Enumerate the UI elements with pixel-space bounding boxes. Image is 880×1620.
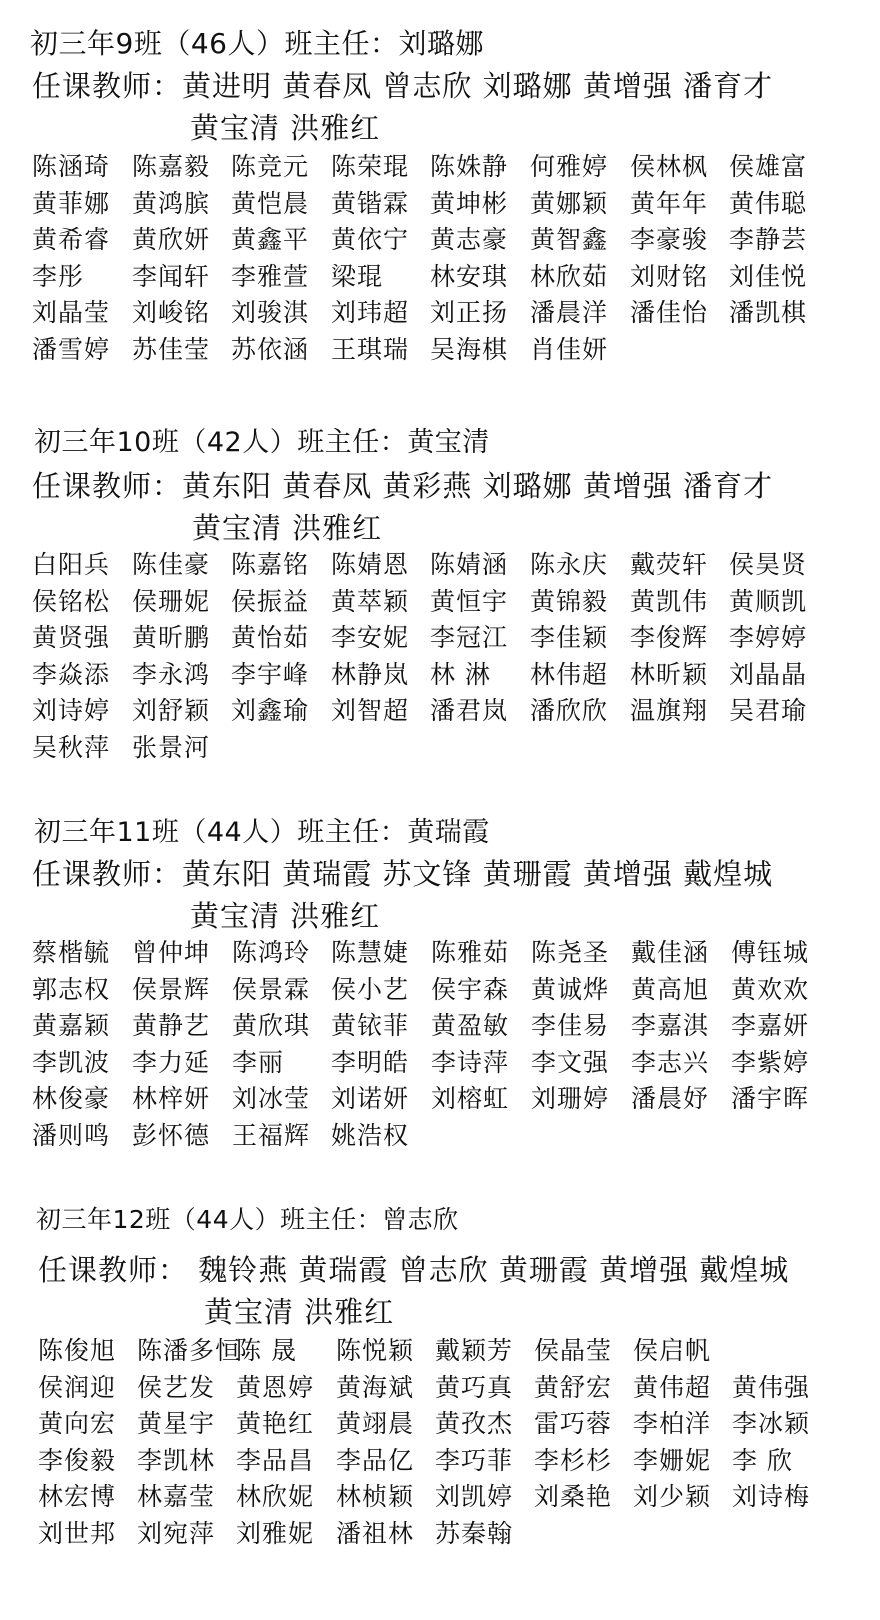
student-name: 李 欣 <box>732 1445 793 1475</box>
student-name: 李嘉妍 <box>731 1011 810 1040</box>
student-name: 刘少颖 <box>633 1482 712 1511</box>
student-name: 李柏洋 <box>633 1409 712 1438</box>
student-name: 李宇峰 <box>231 659 310 689</box>
student-name: 苏秦翰 <box>435 1518 514 1548</box>
student-name: 刘财铭 <box>630 261 709 291</box>
student-name: 黄诚烨 <box>531 974 610 1004</box>
student-name: 潘宇晖 <box>731 1084 810 1113</box>
student-name: 陈鸿玲 <box>232 938 311 967</box>
student-name: 林昕颖 <box>630 659 709 689</box>
student-name: 陈荣琨 <box>331 152 410 181</box>
teachers-line-continued: 黄宝清 洪雅红 <box>190 111 381 145</box>
student-name: 刘骏淇 <box>231 298 310 327</box>
student-name: 李凯波 <box>32 1047 111 1077</box>
student-name: 黄欣妍 <box>132 225 211 254</box>
student-name: 刘智超 <box>331 696 410 725</box>
student-name: 刘榕虹 <box>431 1084 510 1113</box>
student-name: 林俊豪 <box>32 1084 111 1113</box>
student-name: 潘晨妤 <box>631 1084 710 1113</box>
student-name: 李焱添 <box>32 659 111 689</box>
student-name: 李佳易 <box>531 1011 610 1040</box>
student-name: 肖佳妍 <box>530 334 609 364</box>
student-name: 陈涵琦 <box>32 152 111 181</box>
student-name: 黄锴霖 <box>331 188 410 218</box>
student-name: 陈雅茹 <box>431 938 510 967</box>
student-name: 黄鑫平 <box>231 225 310 254</box>
student-name: 姚浩权 <box>331 1120 410 1150</box>
student-name: 黄怡茹 <box>231 623 310 652</box>
student-name: 林桢颖 <box>336 1482 415 1511</box>
student-name: 吴海棋 <box>430 334 509 364</box>
student-name: 侯铭松 <box>32 586 111 616</box>
student-name: 黄翊晨 <box>336 1409 415 1438</box>
student-name: 潘佳怡 <box>630 298 709 327</box>
student-name: 侯润迎 <box>38 1372 117 1402</box>
student-name: 黄恩婷 <box>236 1372 315 1402</box>
student-name: 李丽 <box>232 1047 285 1077</box>
student-name: 黄海斌 <box>336 1372 415 1402</box>
student-name: 林安琪 <box>430 261 509 291</box>
student-name: 林欣妮 <box>236 1482 315 1511</box>
student-name: 李品亿 <box>336 1445 415 1475</box>
student-name: 彭怀德 <box>132 1120 211 1150</box>
student-name: 林静岚 <box>331 659 410 689</box>
student-name: 李杉杉 <box>534 1445 613 1475</box>
student-name: 李嘉淇 <box>631 1011 710 1040</box>
student-name: 潘晨洋 <box>530 298 609 327</box>
teachers-line: 任课教师：黄东阳 黄春凤 黄彩燕 刘璐娜 黄增强 潘育才 <box>32 469 774 503</box>
student-name: 李俊辉 <box>630 623 709 652</box>
student-name: 黄星宇 <box>137 1409 216 1438</box>
student-name: 黄伟超 <box>633 1372 712 1402</box>
student-name: 李明皓 <box>331 1047 410 1077</box>
student-name: 曾仲坤 <box>132 938 211 967</box>
student-name: 陈婧恩 <box>331 550 410 579</box>
student-name: 林嘉莹 <box>137 1482 216 1511</box>
student-name: 刘桑艳 <box>534 1482 613 1511</box>
student-name: 何雅婷 <box>530 152 609 181</box>
student-name: 黄孜杰 <box>435 1409 514 1438</box>
student-name: 刘诺妍 <box>331 1084 410 1113</box>
student-name: 李紫婷 <box>731 1047 810 1077</box>
teachers-line-continued: 黄宝清 洪雅红 <box>190 899 381 933</box>
student-name: 潘雪婷 <box>32 334 111 364</box>
student-name: 陈潘多恒 <box>137 1336 242 1365</box>
student-name: 李姗妮 <box>633 1445 712 1475</box>
student-name: 潘则鸣 <box>32 1120 111 1150</box>
student-name: 陈嘉铭 <box>231 550 310 579</box>
student-name: 苏佳莹 <box>132 334 211 364</box>
student-name: 白阳兵 <box>32 550 111 579</box>
student-name: 黄欢欢 <box>731 974 810 1004</box>
student-name: 王琪瑞 <box>331 334 410 364</box>
student-name: 黄静艺 <box>132 1011 211 1040</box>
student-name: 刘冰莹 <box>232 1084 311 1113</box>
teachers-line: 任课教师： 魏铃燕 黄瑞霞 曾志欣 黄珊霞 黄增强 戴煌城 <box>38 1253 790 1287</box>
student-name: 梁琨 <box>331 261 384 291</box>
student-name: 李志兴 <box>631 1047 710 1077</box>
student-name: 李冠江 <box>430 623 509 652</box>
student-name: 李俊毅 <box>38 1445 117 1475</box>
student-name: 戴佳涵 <box>631 938 710 967</box>
student-name: 李冰颖 <box>732 1409 811 1438</box>
student-name: 侯启帆 <box>633 1336 712 1365</box>
student-name: 刘雅妮 <box>236 1518 315 1548</box>
student-name: 黄伟强 <box>732 1372 811 1402</box>
student-name: 郭志权 <box>32 974 111 1004</box>
student-name: 黄希睿 <box>32 225 111 254</box>
student-name: 温旗翔 <box>630 696 709 725</box>
student-name: 黄年年 <box>630 188 709 218</box>
student-name: 陈悦颖 <box>336 1336 415 1365</box>
student-name: 黄盈敏 <box>431 1011 510 1040</box>
student-name: 侯宇森 <box>431 974 510 1004</box>
student-name: 潘欣欣 <box>530 696 609 725</box>
student-name: 雷巧蓉 <box>534 1409 613 1438</box>
student-name: 黄智鑫 <box>530 225 609 254</box>
student-name: 侯景霖 <box>232 974 311 1004</box>
student-name: 黄鸿膑 <box>132 188 211 218</box>
student-name: 黄伟聪 <box>729 188 808 218</box>
student-name: 黄凯伟 <box>630 586 709 616</box>
student-name: 林梓妍 <box>132 1084 211 1113</box>
student-name: 李佳颖 <box>530 623 609 652</box>
student-name: 吴秋萍 <box>32 732 111 762</box>
student-name: 黄依宁 <box>331 225 410 254</box>
student-name: 侯昊贤 <box>729 550 808 579</box>
student-name: 王福辉 <box>232 1120 311 1150</box>
student-name: 刘鑫瑜 <box>231 696 310 725</box>
student-name: 黄贤强 <box>32 623 111 652</box>
student-name: 黄舒宏 <box>534 1372 613 1402</box>
student-name: 林宏博 <box>38 1482 117 1511</box>
student-name: 张景河 <box>132 732 211 762</box>
student-name: 侯雄富 <box>729 152 808 181</box>
student-name: 李彤 <box>32 261 85 291</box>
student-name: 林 淋 <box>430 659 491 689</box>
student-name: 李静芸 <box>729 225 808 254</box>
student-name: 黄娜颖 <box>530 188 609 218</box>
teachers-line: 任课教师：黄东阳 黄瑞霞 苏文锋 黄珊霞 黄增强 戴煌城 <box>32 857 774 891</box>
student-name: 刘诗婷 <box>32 696 111 725</box>
student-name: 李豪骏 <box>630 225 709 254</box>
student-name: 侯林枫 <box>630 152 709 181</box>
student-name: 侯珊妮 <box>132 586 211 616</box>
student-name: 潘祖林 <box>336 1518 415 1548</box>
class-title: 初三年12班（44人）班主任：曾志欣 <box>36 1205 459 1234</box>
student-name: 陈慧婕 <box>331 938 410 967</box>
student-name: 潘凯棋 <box>729 298 808 327</box>
student-name: 陈佳豪 <box>132 550 211 579</box>
student-name: 陈婧涵 <box>430 550 509 579</box>
student-name: 戴荧轩 <box>630 550 709 579</box>
student-name: 刘佳悦 <box>729 261 808 291</box>
student-name: 黄坤彬 <box>430 188 509 218</box>
student-name: 陈嘉毅 <box>132 152 211 181</box>
student-name: 苏依涵 <box>231 334 310 364</box>
student-name: 李文强 <box>531 1047 610 1077</box>
student-name: 黄巧真 <box>435 1372 514 1402</box>
student-name: 傅钰城 <box>731 938 810 967</box>
student-name: 陈永庆 <box>530 550 609 579</box>
student-name: 侯小艺 <box>331 974 410 1004</box>
student-name: 陈俊旭 <box>38 1336 117 1365</box>
student-name: 刘晶晶 <box>729 659 808 689</box>
student-name: 黄恺晨 <box>231 188 310 218</box>
student-name: 黄艳红 <box>236 1409 315 1438</box>
class-title: 初三年11班（44人）班主任：黄瑞霞 <box>34 817 490 848</box>
student-name: 陈 晟 <box>236 1336 297 1365</box>
student-name: 刘正扬 <box>430 298 509 327</box>
student-name: 李力延 <box>132 1047 211 1077</box>
student-name: 刘珊婷 <box>531 1084 610 1113</box>
student-name: 陈竞元 <box>231 152 310 181</box>
student-name: 李巧菲 <box>435 1445 514 1475</box>
student-name: 陈尧圣 <box>531 938 610 967</box>
student-name: 蔡楷毓 <box>32 938 111 967</box>
student-name: 黄顺凯 <box>729 586 808 616</box>
student-name: 李婷婷 <box>729 623 808 652</box>
student-name: 侯景辉 <box>132 974 211 1004</box>
student-name: 刘舒颖 <box>132 696 211 725</box>
student-name: 刘诗梅 <box>732 1482 811 1511</box>
student-name: 刘玮超 <box>331 298 410 327</box>
student-name: 吴君瑜 <box>729 696 808 725</box>
student-name: 刘晶莹 <box>32 298 111 327</box>
class-title: 初三年10班（42人）班主任：黄宝清 <box>34 427 490 458</box>
student-name: 侯晶莹 <box>534 1336 613 1365</box>
student-name: 刘世邦 <box>38 1518 117 1548</box>
student-name: 潘君岚 <box>430 696 509 725</box>
student-name: 陈姝静 <box>430 152 509 181</box>
teachers-line-continued: 黄宝清 洪雅红 <box>192 511 383 545</box>
student-name: 林伟超 <box>530 659 609 689</box>
student-name: 黄嘉颖 <box>32 1011 111 1040</box>
student-name: 黄铱菲 <box>331 1011 410 1040</box>
student-name: 刘峻铭 <box>132 298 211 327</box>
teachers-line: 任课教师：黄进明 黄春凤 曾志欣 刘璐娜 黄增强 潘育才 <box>32 69 774 103</box>
student-name: 李凯林 <box>137 1445 216 1475</box>
student-name: 黄萃颖 <box>331 586 410 616</box>
student-name: 黄恒宇 <box>430 586 509 616</box>
student-name: 黄菲娜 <box>32 188 111 218</box>
student-name: 李诗萍 <box>431 1047 510 1077</box>
student-name: 黄志豪 <box>430 225 509 254</box>
student-name: 黄昕鹏 <box>132 623 211 652</box>
student-name: 黄高旭 <box>631 974 710 1004</box>
student-name: 李永鸿 <box>132 659 211 689</box>
student-name: 李品昌 <box>236 1445 315 1475</box>
student-name: 黄欣琪 <box>232 1011 311 1040</box>
student-name: 黄向宏 <box>38 1409 117 1438</box>
class-title: 初三年9班（46人）班主任：刘璐娜 <box>30 27 484 60</box>
student-name: 戴颖芳 <box>435 1336 514 1365</box>
teachers-line-continued: 黄宝清 洪雅红 <box>204 1295 395 1329</box>
student-name: 侯艺发 <box>137 1372 216 1402</box>
student-name: 李闻轩 <box>132 261 211 291</box>
student-name: 林欣茹 <box>530 261 609 291</box>
student-name: 李安妮 <box>331 623 410 652</box>
student-name: 黄锦毅 <box>530 586 609 616</box>
student-name: 刘凯婷 <box>435 1482 514 1511</box>
student-name: 刘宛萍 <box>137 1518 216 1548</box>
student-name: 侯振益 <box>231 586 310 616</box>
student-name: 李雅萱 <box>231 261 310 291</box>
